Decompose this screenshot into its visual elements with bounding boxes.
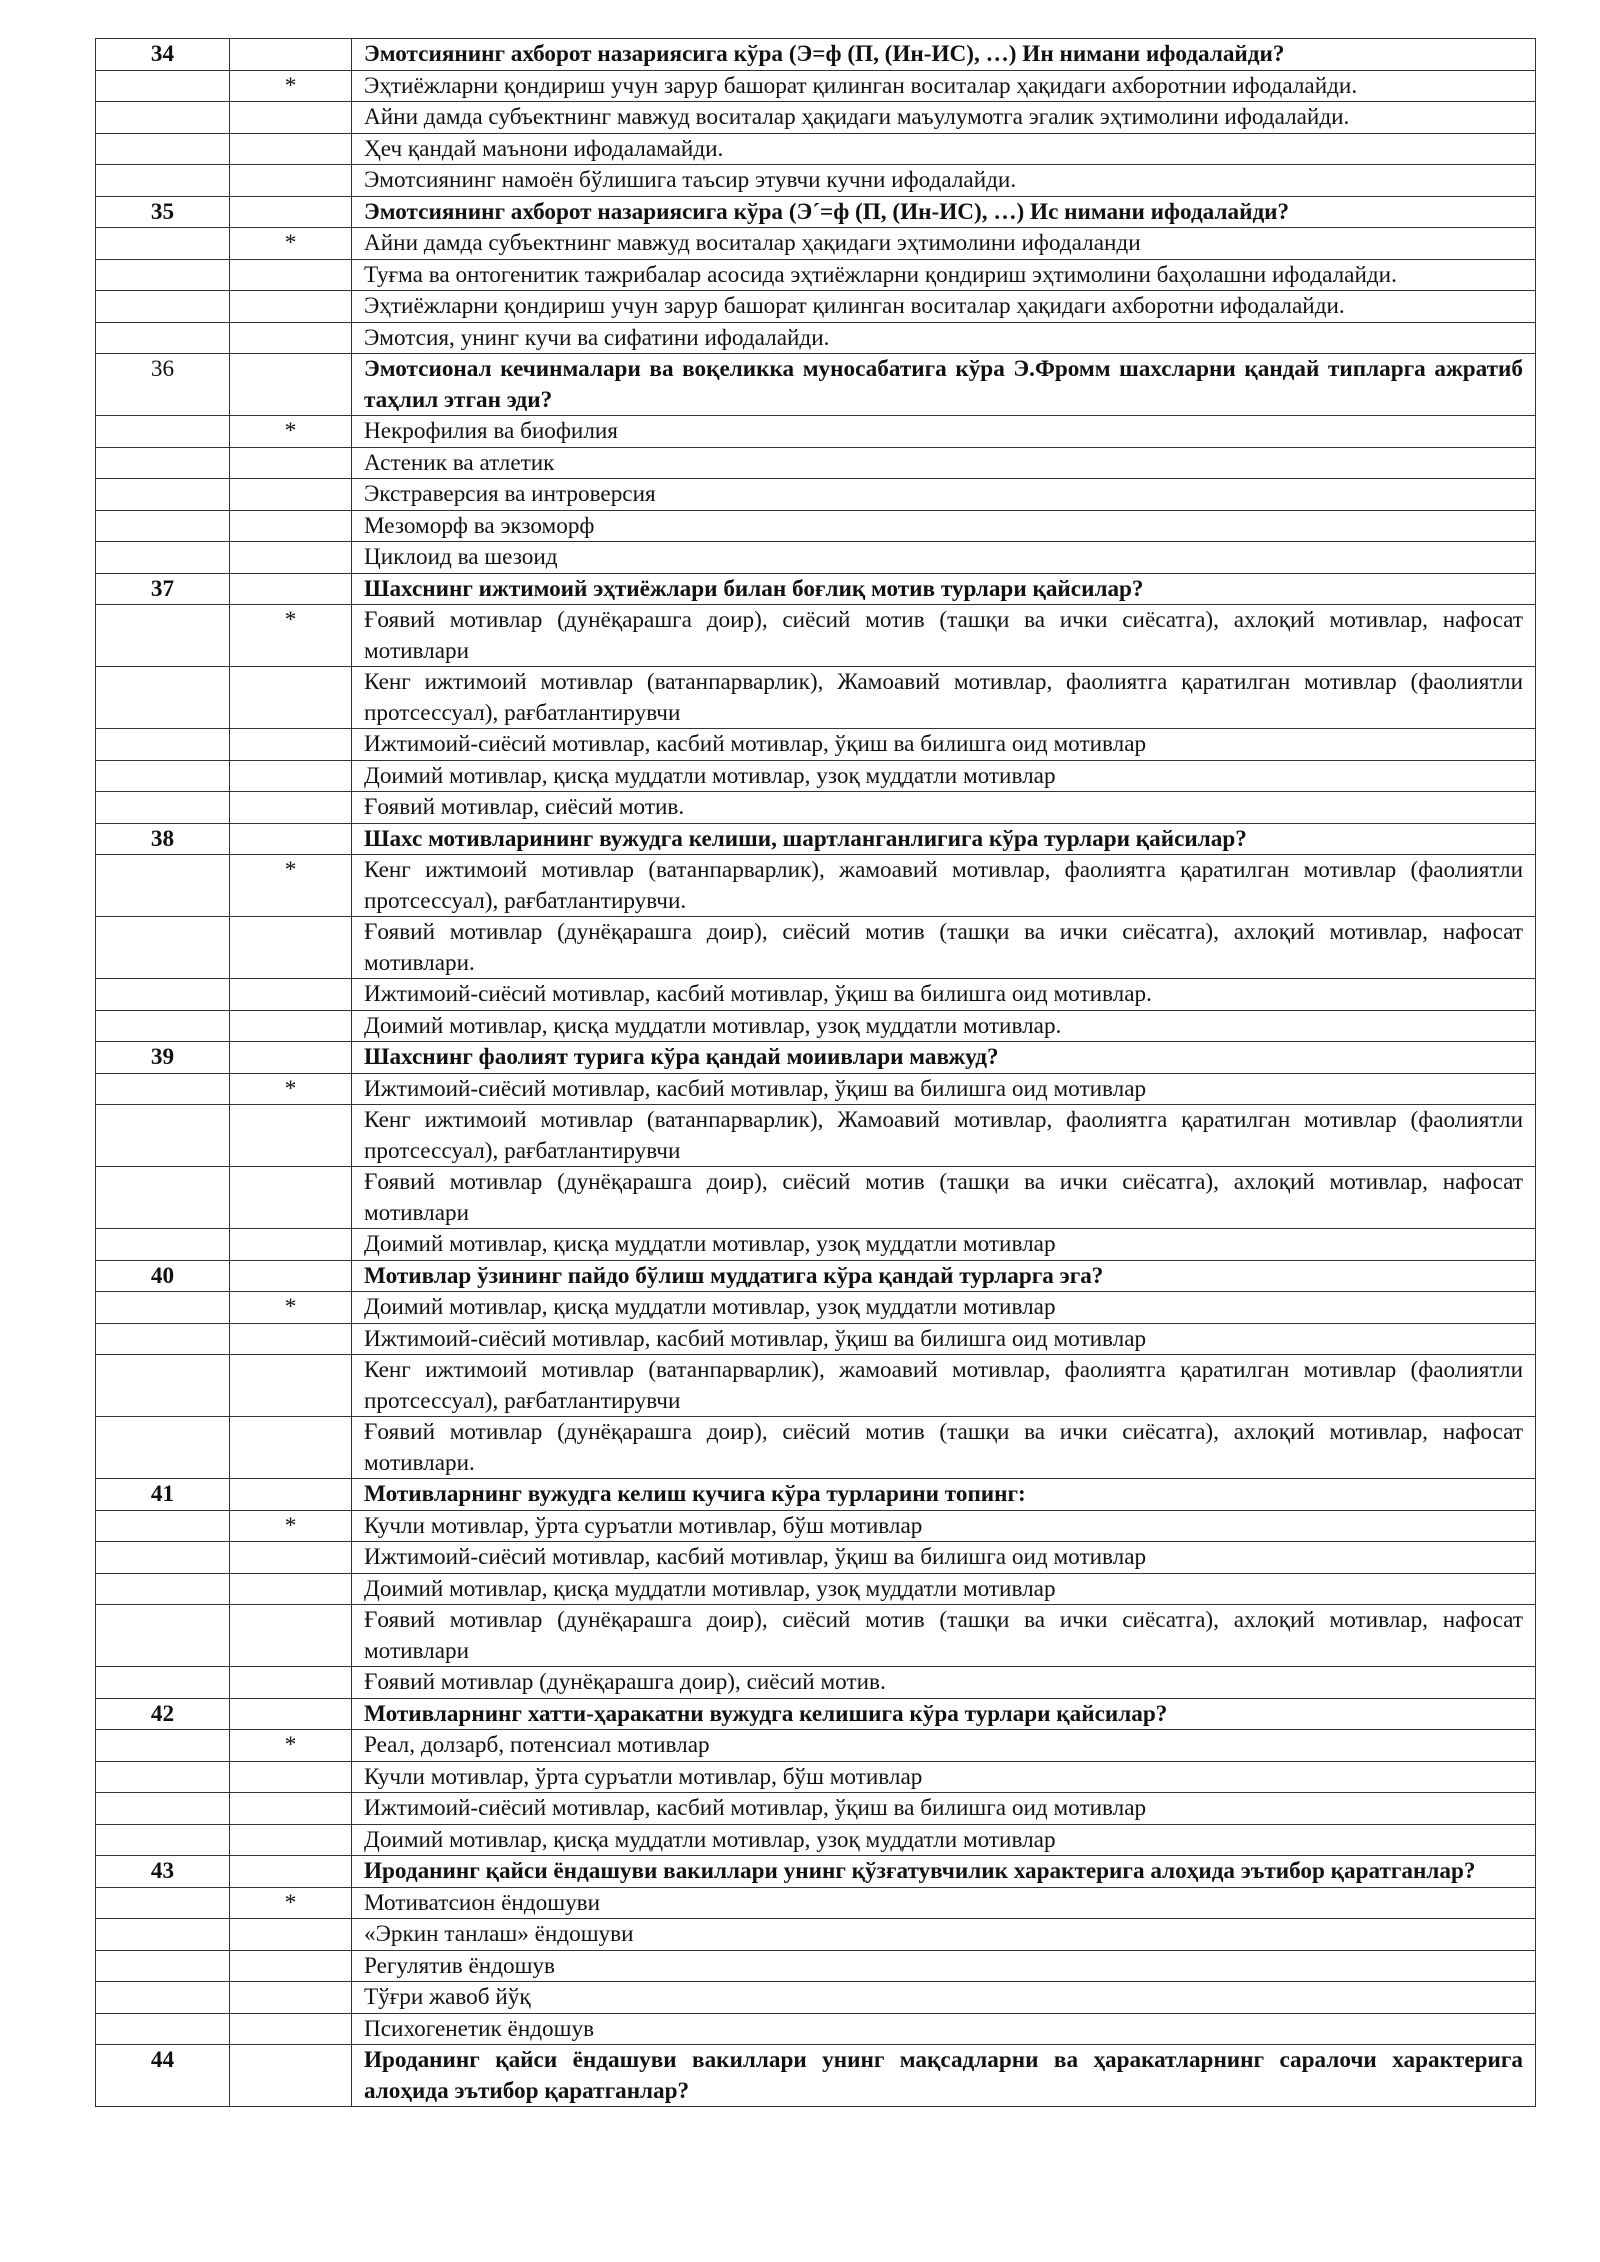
answer-row bbox=[96, 259, 1536, 291]
question-row bbox=[96, 1042, 1536, 1074]
question-row bbox=[96, 1698, 1536, 1730]
correct-answer-marker: * bbox=[230, 1730, 352, 1762]
answer-text: Ижтимоий-сиёсий мотивлар, касбий мотивлар, ўқиш ва билишга оид мотивлар bbox=[352, 1542, 1536, 1574]
answer-row bbox=[96, 1824, 1536, 1856]
answer-text: Эҳтиёжларни қондириш учун зарур башорат қилинган воситалар ҳақидаги ахборотнии ифодалайди. bbox=[352, 70, 1536, 102]
question-number: 39 bbox=[96, 1042, 230, 1074]
empty-number-cell bbox=[96, 1323, 230, 1355]
empty-number-cell bbox=[96, 1105, 230, 1167]
answer-row bbox=[96, 760, 1536, 792]
correct-answer-row bbox=[96, 1887, 1536, 1919]
empty-number-cell bbox=[96, 792, 230, 824]
empty-number-cell bbox=[96, 1229, 230, 1261]
empty-number-cell bbox=[96, 447, 230, 479]
answer-row bbox=[96, 1229, 1536, 1261]
answer-text: Кучли мотивлар, ўрта суръатли мотивлар, бўш мотивлар bbox=[352, 1510, 1536, 1542]
correct-answer-marker: * bbox=[230, 416, 352, 448]
empty-number-cell bbox=[96, 1605, 230, 1667]
answer-text: Регулятив ёндошув bbox=[352, 1950, 1536, 1982]
correct-answer-marker bbox=[230, 165, 352, 197]
answer-row bbox=[96, 792, 1536, 824]
answer-text: Мезоморф ва экзоморф bbox=[352, 510, 1536, 542]
answer-text: Айни дамда субъектнинг мавжуд воситалар ҳақидаги эҳтимолини ифодаланди bbox=[352, 228, 1536, 260]
correct-answer-marker bbox=[230, 1229, 352, 1261]
answer-text: Доимий мотивлар, қисқа муддатли мотивлар, узоқ муддатли мотивлар bbox=[352, 1824, 1536, 1856]
question-mark-cell bbox=[230, 2045, 352, 2107]
correct-answer-marker: * bbox=[230, 1292, 352, 1324]
empty-number-cell bbox=[96, 2013, 230, 2045]
empty-number-cell bbox=[96, 1355, 230, 1417]
answer-text: Некрофилия ва биофилия bbox=[352, 416, 1536, 448]
question-mark-cell bbox=[230, 1042, 352, 1074]
correct-answer-marker bbox=[230, 1950, 352, 1982]
answer-text: Ижтимоий-сиёсий мотивлар, касбий мотивлар, ўқиш ва билишга оид мотивлар bbox=[352, 1073, 1536, 1105]
empty-number-cell bbox=[96, 1982, 230, 2014]
correct-answer-marker bbox=[230, 1105, 352, 1167]
answer-text: Эмотсия, унинг кучи ва сифатини ифодалайди. bbox=[352, 322, 1536, 354]
question-number: 34 bbox=[96, 39, 230, 71]
empty-number-cell bbox=[96, 322, 230, 354]
correct-answer-marker bbox=[230, 667, 352, 729]
answer-row bbox=[96, 1542, 1536, 1574]
question-mark-cell bbox=[230, 1260, 352, 1292]
answer-text: Кенг ижтимоий мотивлар (ватанпарварлик), Жамоавий мотивлар, фаолиятга қаратилган мотивлар (фаолиятли протсессуал), рағбатлантирувчи bbox=[352, 1105, 1536, 1167]
answer-text: Ғоявий мотивлар (дунёқарашга доир), сиёсий мотив (ташқи ва ички сиёсатга), ахлоқий мотивлар, нафосат мотивлари bbox=[352, 605, 1536, 667]
empty-number-cell bbox=[96, 917, 230, 979]
answer-row bbox=[96, 165, 1536, 197]
correct-answer-marker bbox=[230, 1573, 352, 1605]
question-number: 41 bbox=[96, 1479, 230, 1511]
question-row bbox=[96, 823, 1536, 855]
question-text: Ироданинг қайси ёндашуви вакиллари унинг мақсадларни ва ҳаракатларнинг саралочи характерига алоҳида эътибор қаратганлар? bbox=[352, 2045, 1536, 2107]
question-number: 38 bbox=[96, 823, 230, 855]
correct-answer-row bbox=[96, 416, 1536, 448]
empty-number-cell bbox=[96, 165, 230, 197]
question-text: Эмотсионал кечинмалари ва воқеликка муносабатига кўра Э.Фромм шахсларни қандай типларга ажратиб таҳлил этган эди? bbox=[352, 354, 1536, 416]
correct-answer-row bbox=[96, 1510, 1536, 1542]
empty-number-cell bbox=[96, 510, 230, 542]
empty-number-cell bbox=[96, 1542, 230, 1574]
question-text: Мотивларнинг хатти-ҳаракатни вужудга келишига кўра турлари қайсилар? bbox=[352, 1698, 1536, 1730]
question-row bbox=[96, 354, 1536, 416]
question-text: Мотивлар ўзининг пайдо бўлиш муддатига кўра қандай турларга эга? bbox=[352, 1260, 1536, 1292]
empty-number-cell bbox=[96, 605, 230, 667]
correct-answer-marker bbox=[230, 729, 352, 761]
correct-answer-row bbox=[96, 70, 1536, 102]
correct-answer-marker bbox=[230, 760, 352, 792]
empty-number-cell bbox=[96, 1730, 230, 1762]
answer-row bbox=[96, 102, 1536, 134]
answer-row bbox=[96, 510, 1536, 542]
answer-row bbox=[96, 1793, 1536, 1825]
empty-number-cell bbox=[96, 1887, 230, 1919]
empty-number-cell bbox=[96, 133, 230, 165]
question-number: 42 bbox=[96, 1698, 230, 1730]
answer-text: Ижтимоий-сиёсий мотивлар, касбий мотивлар, ўқиш ва билишга оид мотивлар bbox=[352, 1793, 1536, 1825]
correct-answer-marker bbox=[230, 2013, 352, 2045]
answer-text: Доимий мотивлар, қисқа муддатли мотивлар, узоқ муддатли мотивлар bbox=[352, 1292, 1536, 1324]
question-mark-cell bbox=[230, 1479, 352, 1511]
answer-text: Циклоид ва шезоид bbox=[352, 542, 1536, 574]
answer-row bbox=[96, 1667, 1536, 1699]
empty-number-cell bbox=[96, 1292, 230, 1324]
answer-row bbox=[96, 667, 1536, 729]
correct-answer-marker: * bbox=[230, 1073, 352, 1105]
answer-row bbox=[96, 1167, 1536, 1229]
empty-number-cell bbox=[96, 1510, 230, 1542]
correct-answer-marker bbox=[230, 1793, 352, 1825]
empty-number-cell bbox=[96, 291, 230, 323]
correct-answer-marker: * bbox=[230, 228, 352, 260]
correct-answer-marker bbox=[230, 479, 352, 511]
empty-number-cell bbox=[96, 1950, 230, 1982]
empty-number-cell bbox=[96, 1010, 230, 1042]
answer-row bbox=[96, 1573, 1536, 1605]
question-number: 40 bbox=[96, 1260, 230, 1292]
empty-number-cell bbox=[96, 542, 230, 574]
answer-text: «Эркин танлаш» ёндошуви bbox=[352, 1919, 1536, 1951]
correct-answer-marker bbox=[230, 1323, 352, 1355]
answer-row bbox=[96, 1105, 1536, 1167]
empty-number-cell bbox=[96, 479, 230, 511]
question-number: 35 bbox=[96, 196, 230, 228]
answer-row bbox=[96, 322, 1536, 354]
correct-answer-marker: * bbox=[230, 1887, 352, 1919]
answer-text: Мотиватсион ёндошуви bbox=[352, 1887, 1536, 1919]
correct-answer-row bbox=[96, 1073, 1536, 1105]
empty-number-cell bbox=[96, 1417, 230, 1479]
question-text: Эмотсиянинг ахборот назариясига кўра (Э=ф (П, (Ин-ИС), …) Ин нимани ифодалайди? bbox=[352, 39, 1536, 71]
question-mark-cell bbox=[230, 1856, 352, 1888]
correct-answer-marker bbox=[230, 542, 352, 574]
correct-answer-marker bbox=[230, 510, 352, 542]
answer-row bbox=[96, 979, 1536, 1011]
answer-row bbox=[96, 133, 1536, 165]
correct-answer-row bbox=[96, 1730, 1536, 1762]
empty-number-cell bbox=[96, 729, 230, 761]
question-number: 43 bbox=[96, 1856, 230, 1888]
question-mark-cell bbox=[230, 1698, 352, 1730]
correct-answer-marker bbox=[230, 917, 352, 979]
answer-text: Ғоявий мотивлар (дунёқарашга доир), сиёсий мотив (ташқи ва ички сиёсатга), ахлоқий мотивлар, нафосат мотивлари bbox=[352, 1167, 1536, 1229]
answer-text: Ғоявий мотивлар (дунёқарашга доир), сиёсий мотив. bbox=[352, 1667, 1536, 1699]
answer-text: Кенг ижтимоий мотивлар (ватанпарварлик), Жамоавий мотивлар, фаолиятга қаратилган мотивлар (фаолиятли протсессуал), рағбатлантирувчи bbox=[352, 667, 1536, 729]
answer-text: Доимий мотивлар, қисқа муддатли мотивлар, узоқ муддатли мотивлар bbox=[352, 1573, 1536, 1605]
correct-answer-marker bbox=[230, 979, 352, 1011]
answer-text: Ҳеч қандай маънони ифодаламайди. bbox=[352, 133, 1536, 165]
answer-row bbox=[96, 542, 1536, 574]
empty-number-cell bbox=[96, 667, 230, 729]
correct-answer-row bbox=[96, 605, 1536, 667]
empty-number-cell bbox=[96, 416, 230, 448]
correct-answer-marker bbox=[230, 1605, 352, 1667]
answer-row bbox=[96, 479, 1536, 511]
correct-answer-marker bbox=[230, 102, 352, 134]
empty-number-cell bbox=[96, 855, 230, 917]
question-row bbox=[96, 196, 1536, 228]
answer-row bbox=[96, 1010, 1536, 1042]
empty-number-cell bbox=[96, 1667, 230, 1699]
question-number: 37 bbox=[96, 573, 230, 605]
answer-text: Туғма ва онтогенитик тажрибалар асосида эҳтиёжларни қондириш эҳтимолини баҳолашни ифодалайди. bbox=[352, 259, 1536, 291]
empty-number-cell bbox=[96, 1073, 230, 1105]
correct-answer-marker bbox=[230, 1167, 352, 1229]
answer-text: Ижтимоий-сиёсий мотивлар, касбий мотивлар, ўқиш ва билишга оид мотивлар. bbox=[352, 979, 1536, 1011]
correct-answer-marker bbox=[230, 133, 352, 165]
correct-answer-marker bbox=[230, 792, 352, 824]
question-mark-cell bbox=[230, 573, 352, 605]
question-row bbox=[96, 39, 1536, 71]
answer-row bbox=[96, 291, 1536, 323]
answer-text: Астеник ва атлетик bbox=[352, 447, 1536, 479]
empty-number-cell bbox=[96, 1793, 230, 1825]
answer-row bbox=[96, 1605, 1536, 1667]
question-text: Шахснинг ижтимоий эҳтиёжлари билан боғлиқ мотив турлари қайсилар? bbox=[352, 573, 1536, 605]
correct-answer-marker bbox=[230, 322, 352, 354]
answer-text: Реал, долзарб, потенсиал мотивлар bbox=[352, 1730, 1536, 1762]
question-number: 36 bbox=[96, 354, 230, 416]
question-text: Ироданинг қайси ёндашуви вакиллари унинг қўзғатувчилик характерига алоҳида эътибор қаратганлар? bbox=[352, 1856, 1536, 1888]
question-mark-cell bbox=[230, 823, 352, 855]
question-text: Эмотсиянинг ахборот назариясига кўра (Э´=ф (П, (Ин-ИС), …) Иc нимани ифодалайди? bbox=[352, 196, 1536, 228]
correct-answer-row bbox=[96, 1292, 1536, 1324]
empty-number-cell bbox=[96, 102, 230, 134]
answer-text: Ғоявий мотивлар (дунёқарашга доир), сиёсий мотив (ташқи ва ички сиёсатга), ахлоқий мотивлар, нафосат мотивлари. bbox=[352, 917, 1536, 979]
answer-text: Экстраверсия ва интроверсия bbox=[352, 479, 1536, 511]
answer-text: Кучли мотивлар, ўрта суръатли мотивлар, бўш мотивлар bbox=[352, 1761, 1536, 1793]
question-mark-cell bbox=[230, 39, 352, 71]
correct-answer-row bbox=[96, 228, 1536, 260]
answer-row bbox=[96, 1761, 1536, 1793]
answer-text: Ижтимоий-сиёсий мотивлар, касбий мотивлар, ўқиш ва билишга оид мотивлар bbox=[352, 1323, 1536, 1355]
correct-answer-marker bbox=[230, 1355, 352, 1417]
answer-row bbox=[96, 1323, 1536, 1355]
answer-text: Эҳтиёжларни қондириш учун зарур башорат қилинган воситалар ҳақидаги ахборотни ифодалайди. bbox=[352, 291, 1536, 323]
answer-row bbox=[96, 1982, 1536, 2014]
correct-answer-marker bbox=[230, 291, 352, 323]
question-row bbox=[96, 1856, 1536, 1888]
answer-text: Доимий мотивлар, қисқа муддатли мотивлар, узоқ муддатли мотивлар. bbox=[352, 1010, 1536, 1042]
correct-answer-marker bbox=[230, 447, 352, 479]
correct-answer-marker bbox=[230, 259, 352, 291]
answer-text: Психогенетик ёндошув bbox=[352, 2013, 1536, 2045]
answer-text: Доимий мотивлар, қисқа муддатли мотивлар, узоқ муддатли мотивлар bbox=[352, 760, 1536, 792]
answer-row bbox=[96, 447, 1536, 479]
questions-table bbox=[95, 38, 1536, 2107]
question-text: Мотивларнинг вужудга келиш кучига кўра турларини топинг: bbox=[352, 1479, 1536, 1511]
question-mark-cell bbox=[230, 196, 352, 228]
answer-text: Кенг ижтимоий мотивлар (ватанпарварлик), жамоавий мотивлар, фаолиятга қаратилган мотивлар (фаолиятли протсессуал), рағбатлантирувчи bbox=[352, 1355, 1536, 1417]
correct-answer-marker bbox=[230, 1542, 352, 1574]
answer-text: Айни дамда субъектнинг мавжуд воситалар ҳақидаги маъулумотга эгалик эҳтимолини ифодалайди. bbox=[352, 102, 1536, 134]
empty-number-cell bbox=[96, 1919, 230, 1951]
correct-answer-marker bbox=[230, 1010, 352, 1042]
correct-answer-marker: * bbox=[230, 1510, 352, 1542]
empty-number-cell bbox=[96, 228, 230, 260]
empty-number-cell bbox=[96, 1761, 230, 1793]
correct-answer-row bbox=[96, 855, 1536, 917]
correct-answer-marker bbox=[230, 1824, 352, 1856]
empty-number-cell bbox=[96, 1167, 230, 1229]
test-questions-page bbox=[95, 38, 1535, 2107]
empty-number-cell bbox=[96, 979, 230, 1011]
correct-answer-marker bbox=[230, 1761, 352, 1793]
empty-number-cell bbox=[96, 70, 230, 102]
answer-text: Ғоявий мотивлар (дунёқарашга доир), сиёсий мотив (ташқи ва ички сиёсатга), ахлоқий мотивлар, нафосат мотивлари. bbox=[352, 1417, 1536, 1479]
answer-row bbox=[96, 1919, 1536, 1951]
answer-text: Ижтимоий-сиёсий мотивлар, касбий мотивлар, ўқиш ва билишга оид мотивлар bbox=[352, 729, 1536, 761]
empty-number-cell bbox=[96, 259, 230, 291]
question-text: Шахс мотивларининг вужудга келиши, шартланганлигига кўра турлари қайсилар? bbox=[352, 823, 1536, 855]
answer-row bbox=[96, 1950, 1536, 1982]
answer-text: Ғоявий мотивлар, сиёсий мотив. bbox=[352, 792, 1536, 824]
question-mark-cell bbox=[230, 354, 352, 416]
question-row bbox=[96, 1260, 1536, 1292]
answer-row bbox=[96, 917, 1536, 979]
answer-text: Тўғри жавоб йўқ bbox=[352, 1982, 1536, 2014]
correct-answer-marker bbox=[230, 1982, 352, 2014]
questions-table-body bbox=[96, 39, 1536, 2107]
correct-answer-marker: * bbox=[230, 605, 352, 667]
correct-answer-marker bbox=[230, 1667, 352, 1699]
correct-answer-marker bbox=[230, 1417, 352, 1479]
correct-answer-marker: * bbox=[230, 855, 352, 917]
correct-answer-marker bbox=[230, 1919, 352, 1951]
question-row bbox=[96, 1479, 1536, 1511]
answer-row bbox=[96, 729, 1536, 761]
answer-text: Ғоявий мотивлар (дунёқарашга доир), сиёсий мотив (ташқи ва ички сиёсатга), ахлоқий мотивлар, нафосат мотивлари bbox=[352, 1605, 1536, 1667]
question-number: 44 bbox=[96, 2045, 230, 2107]
question-row bbox=[96, 2045, 1536, 2107]
answer-row bbox=[96, 1355, 1536, 1417]
answer-text: Эмотсиянинг намоён бўлишига таъсир этувчи кучни ифодалайди. bbox=[352, 165, 1536, 197]
answer-row bbox=[96, 2013, 1536, 2045]
empty-number-cell bbox=[96, 1573, 230, 1605]
answer-row bbox=[96, 1417, 1536, 1479]
empty-number-cell bbox=[96, 1824, 230, 1856]
correct-answer-marker: * bbox=[230, 70, 352, 102]
empty-number-cell bbox=[96, 760, 230, 792]
answer-text: Доимий мотивлар, қисқа муддатли мотивлар, узоқ муддатли мотивлар bbox=[352, 1229, 1536, 1261]
answer-text: Кенг ижтимоий мотивлар (ватанпарварлик), жамоавий мотивлар, фаолиятга қаратилган мотивлар (фаолиятли протсессуал), рағбатлантирувчи. bbox=[352, 855, 1536, 917]
question-text: Шахснинг фаолият турига кўра қандай моиивлари мавжуд? bbox=[352, 1042, 1536, 1074]
question-row bbox=[96, 573, 1536, 605]
